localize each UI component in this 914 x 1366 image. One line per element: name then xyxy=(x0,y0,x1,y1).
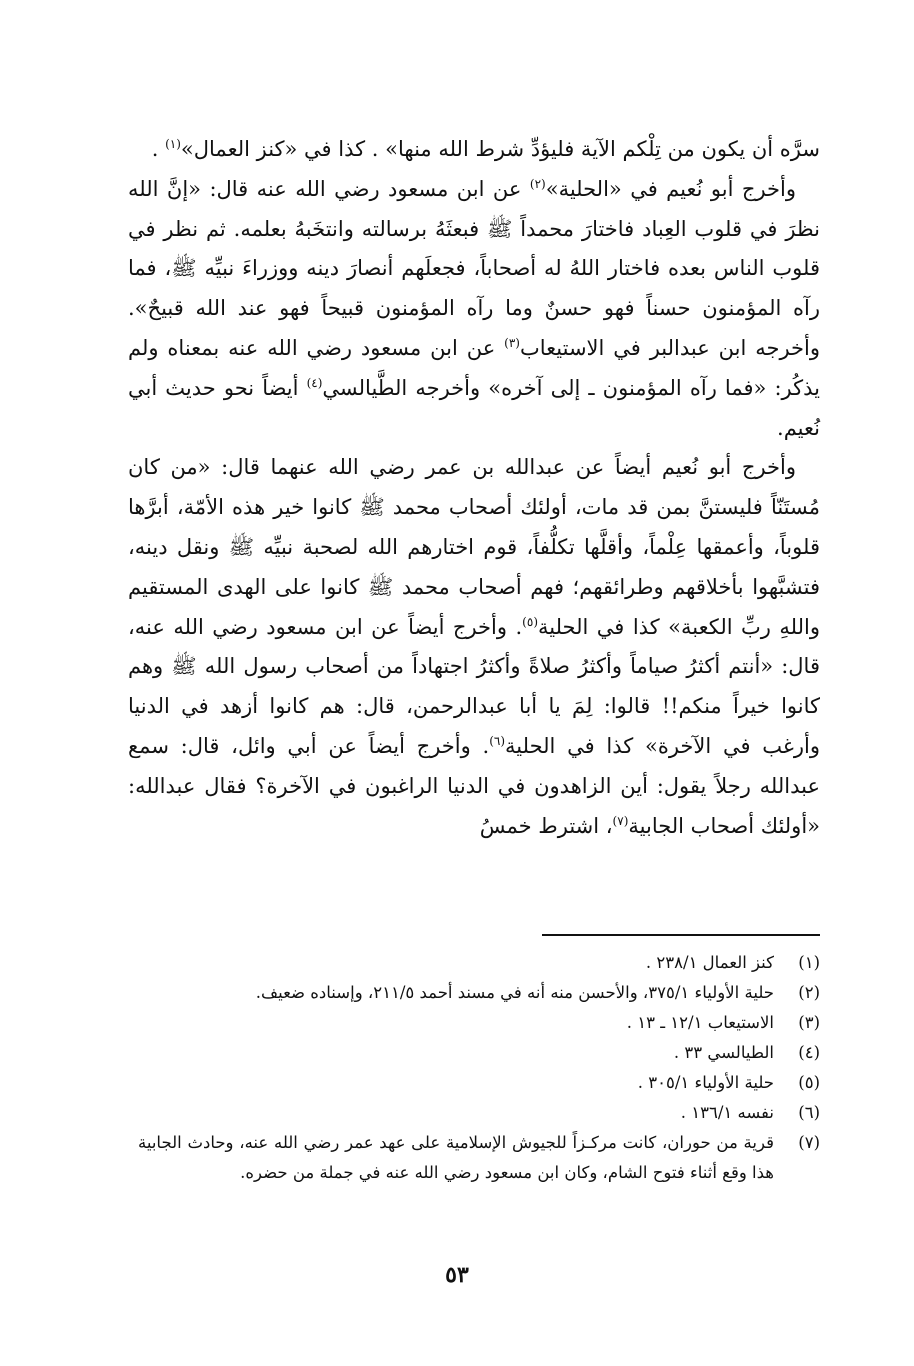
footnote xyxy=(138,1098,820,1128)
footnote-marker: (٤) xyxy=(306,375,323,390)
footnote-text: قرية من حوران، كانت مركـزاً للجيوش الإسلامية على عهد عمر رضي الله عنه، وحادث الجابية هذا وقع أثناء فتوح الشام، وكان ابن مسعود رضي الله عنه في جملة من حضره. xyxy=(138,1133,774,1182)
footnote-number: (١) xyxy=(798,953,820,972)
footnote xyxy=(138,978,820,1008)
footnote xyxy=(138,1128,820,1188)
text-run: سرَّه أن يكون من تِلْكم الآية فليؤدِّ شرط الله منها» . كذا في «كنز العمال» xyxy=(180,137,820,161)
footnote-text: حلية الأولياء ٣٧٥/١، والأحسن منه أنه في مسند أحمد ٢١١/٥، وإسناده ضعيف. xyxy=(255,983,774,1002)
text-run: وأخرج أبو نُعيم أيضاً عن عبدالله بن عمر رضي الله عنهما قال: «من كان مُستَنّاً فليستنَّ بمن قد مات، أولئك أصحاب محمد ﷺ كانوا خير هذه الأمّة، أبرَّها قلوباً، وأعمقها عِلْماً، وأقلَّها تكلُّفاً، قوم اختارهم الله لصحبة نبيِّه ﷺ ونقل دينه، فتشبَّهوا بأخلاقهم وطرائقهم؛ فهم أصحاب محمد ﷺ كانوا على الهدى المستقيم واللهِ ربِّ الكعبة» كذا في الحلية xyxy=(128,455,820,639)
main-text-body xyxy=(128,130,820,846)
footnote-marker: (٣) xyxy=(504,335,520,350)
footnote-number: (٦) xyxy=(798,1103,820,1122)
footnote xyxy=(138,1008,820,1038)
footnote xyxy=(138,1068,820,1098)
text-run: ، اشترط خمسُ xyxy=(479,813,613,838)
footnote-text: الطيالسي ٣٣ . xyxy=(673,1043,774,1062)
footnote-number: (٤) xyxy=(798,1043,820,1062)
text-run: وأخرج أبو نُعيم في «الحلية» xyxy=(545,176,796,201)
footnote xyxy=(138,1038,820,1068)
footnote-marker: (٧) xyxy=(612,813,629,828)
text-run: أيضاً نحو حديث أبي نُعيم. xyxy=(128,375,820,440)
footnote-marker: (٢) xyxy=(529,176,546,191)
page-number: ٥٣ xyxy=(445,1262,469,1288)
text-run: عن ابن مسعود رضي الله عنه قال: «إنَّ الله نظرَ في قلوب العِباد فاختارَ محمداً ﷺ فبعثَهُ برسالته وانتخَبهُ بعلمه. ثم نظر في قلوب الناس بعده فاختار اللهُ له أصحاباً، فجعلَهم أنصارَ دينه ووزراءَ نبيِّه ﷺ، فما رآه المؤمنون حسناً فهو حسنٌ وما رآه المؤمنون قبيحاً فهو عند الله قبيحٌ». وأخرجه ابن عبدالبر في الاستيعاب xyxy=(128,176,820,360)
text-run: . xyxy=(151,137,166,161)
footnote-number: (٥) xyxy=(798,1073,820,1092)
footnote-marker: (١) xyxy=(165,137,181,151)
paragraph xyxy=(128,448,820,846)
footnote-number: (٢) xyxy=(798,983,820,1002)
footnote-text: حلية الأولياء ٣٠٥/١ . xyxy=(637,1073,774,1092)
footnote-text: كنز العمال ٢٣٨/١ . xyxy=(645,953,774,972)
text-run: عن ابن مسعود رضي الله عنه بمعناه ولم يذكُر: «فما رآه المؤمنون ـ إلى آخره» وأخرجه الطَّيالسي xyxy=(128,335,820,400)
footnotes-section xyxy=(138,948,820,1188)
paragraph xyxy=(128,170,820,449)
footnote-number: (٣) xyxy=(798,1013,820,1032)
footnote-text: الاستيعاب ١٢/١ ـ ١٣ . xyxy=(626,1013,774,1032)
footnote xyxy=(138,948,820,978)
text-run: . وأخرج أيضاً عن ابن مسعود رضي الله عنه، قال: «أنتم أكثرُ صياماً وأكثرُ صلاةً وأكثرُ اجتهاداً من أصحاب رسول الله ﷺ وهم كانوا خيراً منكم!! قالوا: لِمَ يا أبا عبدالرحمن، قال: هم كانوا أزهد في الدنيا وأرغب في الآخرة» كذا في الحلية xyxy=(128,614,820,758)
footnote-marker: (٦) xyxy=(489,733,506,748)
footnote-marker: (٥) xyxy=(522,614,538,629)
footnote-number: (٧) xyxy=(798,1133,820,1152)
paragraph xyxy=(128,130,820,170)
footnote-separator xyxy=(542,934,820,936)
footnote-text: نفسه ١٣٦/١ . xyxy=(680,1103,774,1122)
text-run: . وأخرج أيضاً عن أبي وائل، قال: سمع عبدالله رجلاً يقول: أين الزاهدون في الدنيا الراغبون في الآخرة؟ فقال عبدالله: «أولئك أصحاب الجابية xyxy=(128,733,820,838)
